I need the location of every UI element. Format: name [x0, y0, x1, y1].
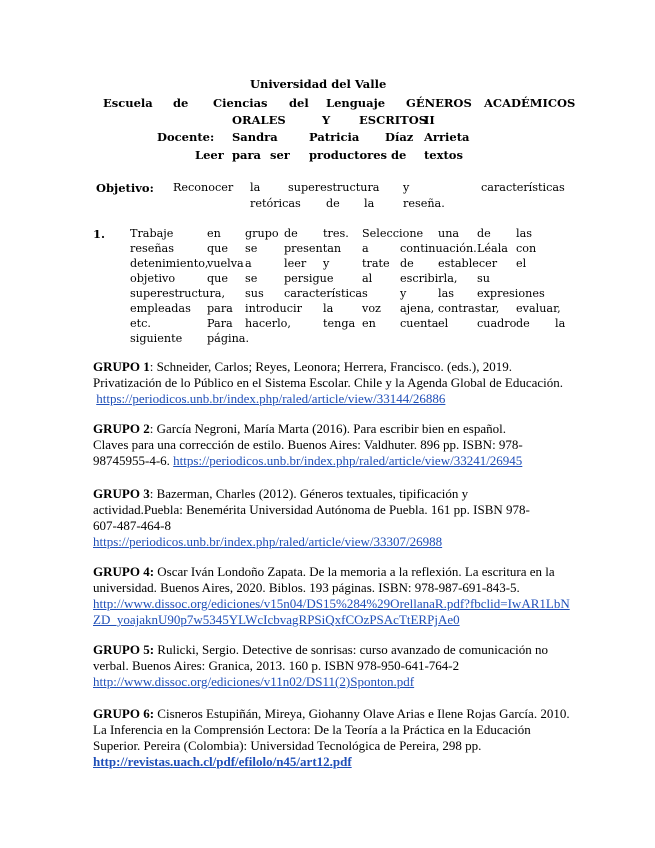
- task-word: las: [516, 227, 532, 240]
- task-word: vuelva: [207, 257, 244, 270]
- task-word: superestructura,: [130, 287, 226, 300]
- header-word: Sandra: [232, 130, 278, 144]
- task-word: introducir: [245, 302, 302, 315]
- citation-text: Rulicki, Sergio. Detective de sonrisas: curso avanzado de comunicación no: [157, 642, 549, 657]
- task-word: que: [207, 272, 228, 285]
- header-word: ACADÉMICOS: [484, 96, 576, 110]
- task-word: ajena,: [400, 302, 435, 315]
- task-word: en: [207, 227, 221, 240]
- task-word: que: [207, 242, 228, 255]
- label-separator: :: [149, 421, 157, 436]
- citation-line: [93, 674, 548, 690]
- task-word: al: [362, 272, 373, 285]
- citation-text: Oscar Iván Londoño Zapata. De la memoria a la reflexión. La escritura en la: [157, 564, 555, 579]
- citation-line: La Inferencia en la Comprensión Lectora: De la Teoría a la Práctica en la Educación: [93, 722, 531, 737]
- reference-link-continued[interactable]: ZD_yoajaknU90p7w5345YLWcIcbvagRPSiQxfCOzPSAcTtERPjAe0: [93, 612, 460, 627]
- group-label: GRUPO 6:: [93, 706, 155, 721]
- objective-word: Reconocer: [173, 181, 234, 194]
- citation-line: [93, 564, 570, 580]
- citation-line: [93, 486, 530, 502]
- objective-label: Objetivo:: [96, 181, 154, 195]
- header-word: Arrieta: [424, 130, 470, 144]
- task-word: leer: [284, 257, 307, 270]
- task-word: presentan: [284, 242, 342, 255]
- reference-link[interactable]: http://www.dissoc.org/ediciones/v11n02/DS11(2)Sponton.pdf: [93, 674, 415, 689]
- header-word: Leer: [195, 148, 224, 162]
- objective-word: reseña.: [403, 197, 445, 210]
- header-word: ESCRITOS: [359, 113, 428, 127]
- group-3: [93, 486, 530, 550]
- reference-link[interactable]: https://periodicos.unb.br/index.php/raled/article/view/33144/26886: [96, 391, 446, 406]
- citation-line: [93, 359, 563, 375]
- citation-line: [93, 642, 548, 658]
- citation-line: [93, 391, 563, 407]
- task-word: el: [516, 257, 527, 270]
- group-2: [93, 421, 523, 469]
- citation-text: Schneider, Carlos; Reyes, Leonora; Herrera, Francisco. (eds.), 2019.: [156, 359, 512, 374]
- task-word: tenga: [323, 317, 356, 330]
- group-1: [93, 359, 563, 407]
- task-word: a: [362, 242, 369, 255]
- task-word: etc.: [130, 317, 151, 330]
- reference-link[interactable]: https://periodicos.unb.br/index.php/raled/article/view/33241/26945: [173, 453, 523, 468]
- group-4: [93, 564, 570, 628]
- task-word: escribirla,: [400, 272, 458, 285]
- header-word: GÉNEROS: [406, 96, 472, 110]
- task-word: a: [245, 257, 252, 270]
- task-word: y: [323, 257, 330, 270]
- task-word: de: [477, 227, 491, 240]
- citation-line: universidad. Buenos Aires, 2020. Biblos. 193 páginas. ISBN: 978-987-691-843-5.: [93, 580, 520, 595]
- label-separator: :: [149, 486, 157, 501]
- header-word: Y: [322, 113, 331, 127]
- label-separator: :: [149, 359, 157, 374]
- group-label: GRUPO 2: [93, 421, 150, 436]
- header-word: para: [232, 148, 262, 162]
- header-word: Lenguaje: [326, 96, 386, 110]
- task-word: se: [245, 272, 258, 285]
- reference-link[interactable]: http://www.dissoc.org/ediciones/v15n04/DS15%284%29OrellanaR.pdf?fbclid=IwAR1LbN: [93, 596, 570, 611]
- citation-text: Cisneros Estupiñán, Mireya, Giohanny Olave Arias e Ilene Rojas García. 2010.: [157, 706, 570, 721]
- task-word: Seleccione: [362, 227, 424, 240]
- group-label: GRUPO 3: [93, 486, 150, 501]
- objective-word: de: [326, 197, 340, 210]
- header-word: Escuela: [103, 96, 153, 110]
- reference-link[interactable]: https://periodicos.unb.br/index.php/raled/article/view/33307/26988: [93, 534, 443, 549]
- task-word: de: [400, 257, 414, 270]
- header-word: ser: [270, 148, 290, 162]
- task-word: con: [516, 242, 537, 255]
- citation-text: 98745955-4-6.: [93, 453, 174, 468]
- task-word: expresiones: [477, 287, 545, 300]
- task-word: una: [438, 227, 460, 240]
- citation-line: verbal. Buenos Aires: Granica, 2013. 160 p. ISBN 978-950-641-764-2: [93, 658, 460, 673]
- objective-word: y: [403, 181, 410, 194]
- task-word: empleadas: [130, 302, 191, 315]
- citation-line: Privatización de lo Público en el Sistema Escolar. Chile y la Agenda Global de Educación.: [93, 375, 564, 390]
- task-word: cuadro: [477, 317, 517, 330]
- citation-line: actividad.Puebla: Benemérita Universidad Autónoma de Puebla. 161 pp. ISBN 978-: [93, 502, 530, 517]
- task-word: voz: [362, 302, 381, 315]
- citation-line: [93, 421, 523, 437]
- task-word: persigue: [284, 272, 334, 285]
- citation-line: [93, 453, 523, 469]
- task-word: su: [477, 272, 490, 285]
- citation-line: [93, 706, 570, 722]
- task-word: reseñas: [130, 242, 174, 255]
- task-word: sus: [245, 287, 264, 300]
- task-word: características: [284, 287, 368, 300]
- task-number: 1.: [93, 227, 106, 241]
- task-word: evaluar,: [516, 302, 561, 315]
- citation-line: [93, 596, 570, 612]
- citation-line: 607-487-464-8: [93, 518, 171, 533]
- group-6: [93, 706, 570, 770]
- task-word: la: [555, 317, 566, 330]
- reference-link[interactable]: http://revistas.uach.cl/pdf/efilolo/n45/art12.pdf: [93, 754, 352, 769]
- objective-word: superestructura: [288, 181, 380, 194]
- task-word: Trabaje: [130, 227, 174, 240]
- group-label: GRUPO 4:: [93, 564, 155, 579]
- university-title: Universidad del Valle: [250, 77, 387, 91]
- citation-line: [93, 612, 570, 628]
- citation-line: Superior. Pereira (Colombia): Universidad Tecnológica de Pereira, 298 pp.: [93, 738, 482, 753]
- task-word: hacerlo,: [245, 317, 291, 330]
- citation-text: Bazerman, Charles (2012). Géneros textuales, tipificación y: [156, 486, 469, 501]
- header-word: Díaz: [385, 130, 414, 144]
- header-word: Docente:: [157, 130, 215, 144]
- task-word: tres.: [323, 227, 349, 240]
- task-word: el: [438, 317, 449, 330]
- header-word: Patricia: [309, 130, 360, 144]
- task-word: la: [323, 302, 334, 315]
- citation-text: García Negroni, María Marta (2016). Para escribir bien en español.: [156, 421, 506, 436]
- objective-word: retóricas: [250, 197, 301, 210]
- header-word: ORALES: [232, 113, 286, 127]
- task-word: Léala: [477, 242, 508, 255]
- task-word: siguiente: [130, 332, 183, 345]
- header-word: de: [173, 96, 189, 110]
- citation-line: Claves para una corrección de estilo. Buenos Aires: Valdhuter. 896 pp. ISBN: 978-: [93, 437, 523, 452]
- group-label: GRUPO 1: [93, 359, 150, 374]
- task-word: establecer: [438, 257, 498, 270]
- task-word: cuenta: [400, 317, 439, 330]
- task-word: trate: [362, 257, 390, 270]
- task-word: de: [284, 227, 298, 240]
- task-word: objetivo: [130, 272, 176, 285]
- objective-word: la: [364, 197, 375, 210]
- citation-line: [93, 754, 570, 770]
- header-word: del: [289, 96, 309, 110]
- task-word: para: [207, 302, 233, 315]
- header-word: Ciencias: [213, 96, 268, 110]
- task-word: grupo: [245, 227, 279, 240]
- citation-line: [93, 534, 530, 550]
- task-word: en: [362, 317, 376, 330]
- objective-word: características: [481, 181, 565, 194]
- task-word: Para: [207, 317, 233, 330]
- header-word: productores de: [309, 148, 407, 162]
- task-word: las: [438, 287, 454, 300]
- group-label: GRUPO 5:: [93, 642, 155, 657]
- task-word: página.: [207, 332, 250, 345]
- group-5: [93, 642, 548, 690]
- task-word: detenimiento,: [130, 257, 209, 270]
- task-word: de: [516, 317, 530, 330]
- task-word: y: [400, 287, 407, 300]
- task-word: se: [245, 242, 258, 255]
- task-word: contrastar,: [438, 302, 500, 315]
- header-word: textos: [424, 148, 463, 162]
- objective-word: la: [250, 181, 261, 194]
- header-word: II: [424, 113, 435, 127]
- task-word: continuación.: [400, 242, 477, 255]
